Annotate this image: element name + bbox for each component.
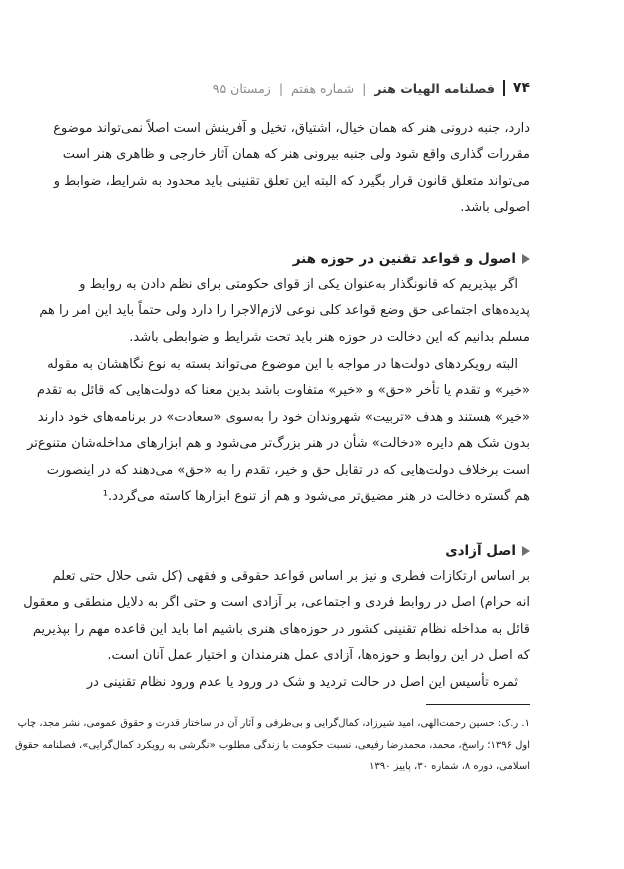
triangle-bullet-icon — [522, 546, 530, 556]
section-heading-text: اصول و قواعد تقنین در حوزه هنر — [292, 251, 516, 267]
text-line: اصولی باشد. — [460, 200, 530, 216]
section-heading-freedom — [445, 540, 530, 562]
text-line: قائل به مداخله نظام تقنینی کشور در حوزه‌های هنری باشیم اما باید این قاعده مهم را بپذیریم — [32, 621, 530, 637]
text-line: اگر بپذیریم که قانونگذار به‌عنوان یکی از قوای حکومتی برای نظم دادن به روابط و — [79, 277, 518, 292]
footnote-line: اول ۱۳۹۶؛ راسخ، محمد، محمدرضا رفیعی، نسبت حکومت با زندگی مطلوب «نگرشی به رویکرد کمال‌گرایی»، فصلنامه حقوق — [14, 739, 530, 751]
journal-title: فصلنامه الهیات هنر — [374, 80, 495, 96]
footnote-line: اسلامی، دوره ۸، شماره ۳۰، پاییز ۱۳۹۰ — [369, 761, 530, 772]
text-line: انه حرام) اصل در روابط فردی و اجتماعی، بر آزادی است و حتی اگر به دلایل منطقی و معقول — [23, 595, 530, 611]
text-line: که اصل در این روابط و حوزه‌ها، آزادی عمل هنرمندان و اختیار عمل آنان است. — [107, 648, 530, 664]
triangle-bullet-icon — [522, 254, 530, 264]
text-line: البته رویکردهای دولت‌ها در مواجه با این موضوع می‌تواند بسته به نوع نگاهشان به مقوله — [47, 357, 518, 372]
text-line: هم گستره دخالت در هنر مضیق‌تر می‌شود و هم از تنوع ابزارها کاسته می‌گردد.¹ — [102, 488, 530, 504]
text-line: مقررات گذاری واقع شود ولی جنبه بیرونی هنر که همان آثار خارجی و ظاهری هنر است — [62, 147, 530, 163]
paragraph-state-approaches — [27, 352, 530, 510]
text-line: است برخلاف دولت‌هایی که در تقابل حق و خیر، تقدم را به «حق» می‌دهند که در اینصورت — [46, 462, 530, 478]
footnote — [14, 713, 530, 778]
text-line: مسلم بدانیم که این دخالت در حوزه هنر باید تحت شرایط و ضوابطی باشد. — [129, 329, 530, 345]
issue-number: شماره هفتم — [291, 80, 355, 96]
section-heading-text: اصل آزادی — [445, 543, 516, 559]
paragraph-consequence — [86, 670, 530, 696]
text-line: بدون شک هم دایره «دخالت» شأن در هنر بزرگ‌تر می‌شود و هم ابزارهای مداخله‌شان متنوع‌تر — [27, 436, 530, 452]
section-heading-principles — [293, 248, 530, 270]
text-line: پدیده‌های اجتماعی حق وضع قواعد کلی نوعی لازم‌الاجرا را دارد ولی حتماً باید این امر را هم — [39, 303, 530, 319]
paragraph-intro — [53, 116, 530, 222]
header-separator-1: | — [362, 80, 367, 96]
header-divider — [503, 80, 505, 96]
text-line: «خیر» و تقدم یا تأخر «حق» و «خیر» متفاوت باشد بدین معنا که دولت‌هایی که قائل به تقدم — [36, 383, 530, 399]
running-header — [213, 78, 530, 98]
paragraph-legislator — [39, 272, 530, 351]
footnote-line: ۱. ر.ک: حسین رحمت‌الهی، امید شیرزاد، کمال‌گرایی و بی‌طرفی و آثار آن در ساختار قدرت و حقوق عمومی، نشر مجد، چاپ — [17, 718, 530, 729]
header-separator-2: | — [278, 80, 284, 96]
text-line: ثمره تأسیس این اصل در حالت تردید و شک در ورود یا عدم ورود نظام تقنینی در — [86, 675, 518, 690]
text-line: بر اساس ارتکازات فطری و نیز بر اساس قواعد حقوقی و فقهی (کل شی حلال حتی تعلم — [52, 569, 530, 584]
page-number: ۷۴ — [512, 80, 530, 96]
paragraph-freedom-principle — [23, 564, 530, 670]
text-line: می‌تواند متعلق قانون قرار بگیرد که البته این تعلق تقنینی باید محدود به شرایط، ضوابط و — [53, 173, 530, 189]
footnote-divider — [426, 704, 530, 705]
issue-season: زمستان ۹۵ — [212, 80, 271, 96]
text-line: «خیر» هستند و هدف «تربیت» شهروندان خود را به‌سوی «سعادت» در برنامه‌های خود دارند — [37, 409, 530, 425]
text-line: دارد، جنبه درونی هنر که همان خیال، اشتیاق، تخیل و آفرینش است اصلاً نمی‌تواند موضوع — [53, 121, 530, 136]
